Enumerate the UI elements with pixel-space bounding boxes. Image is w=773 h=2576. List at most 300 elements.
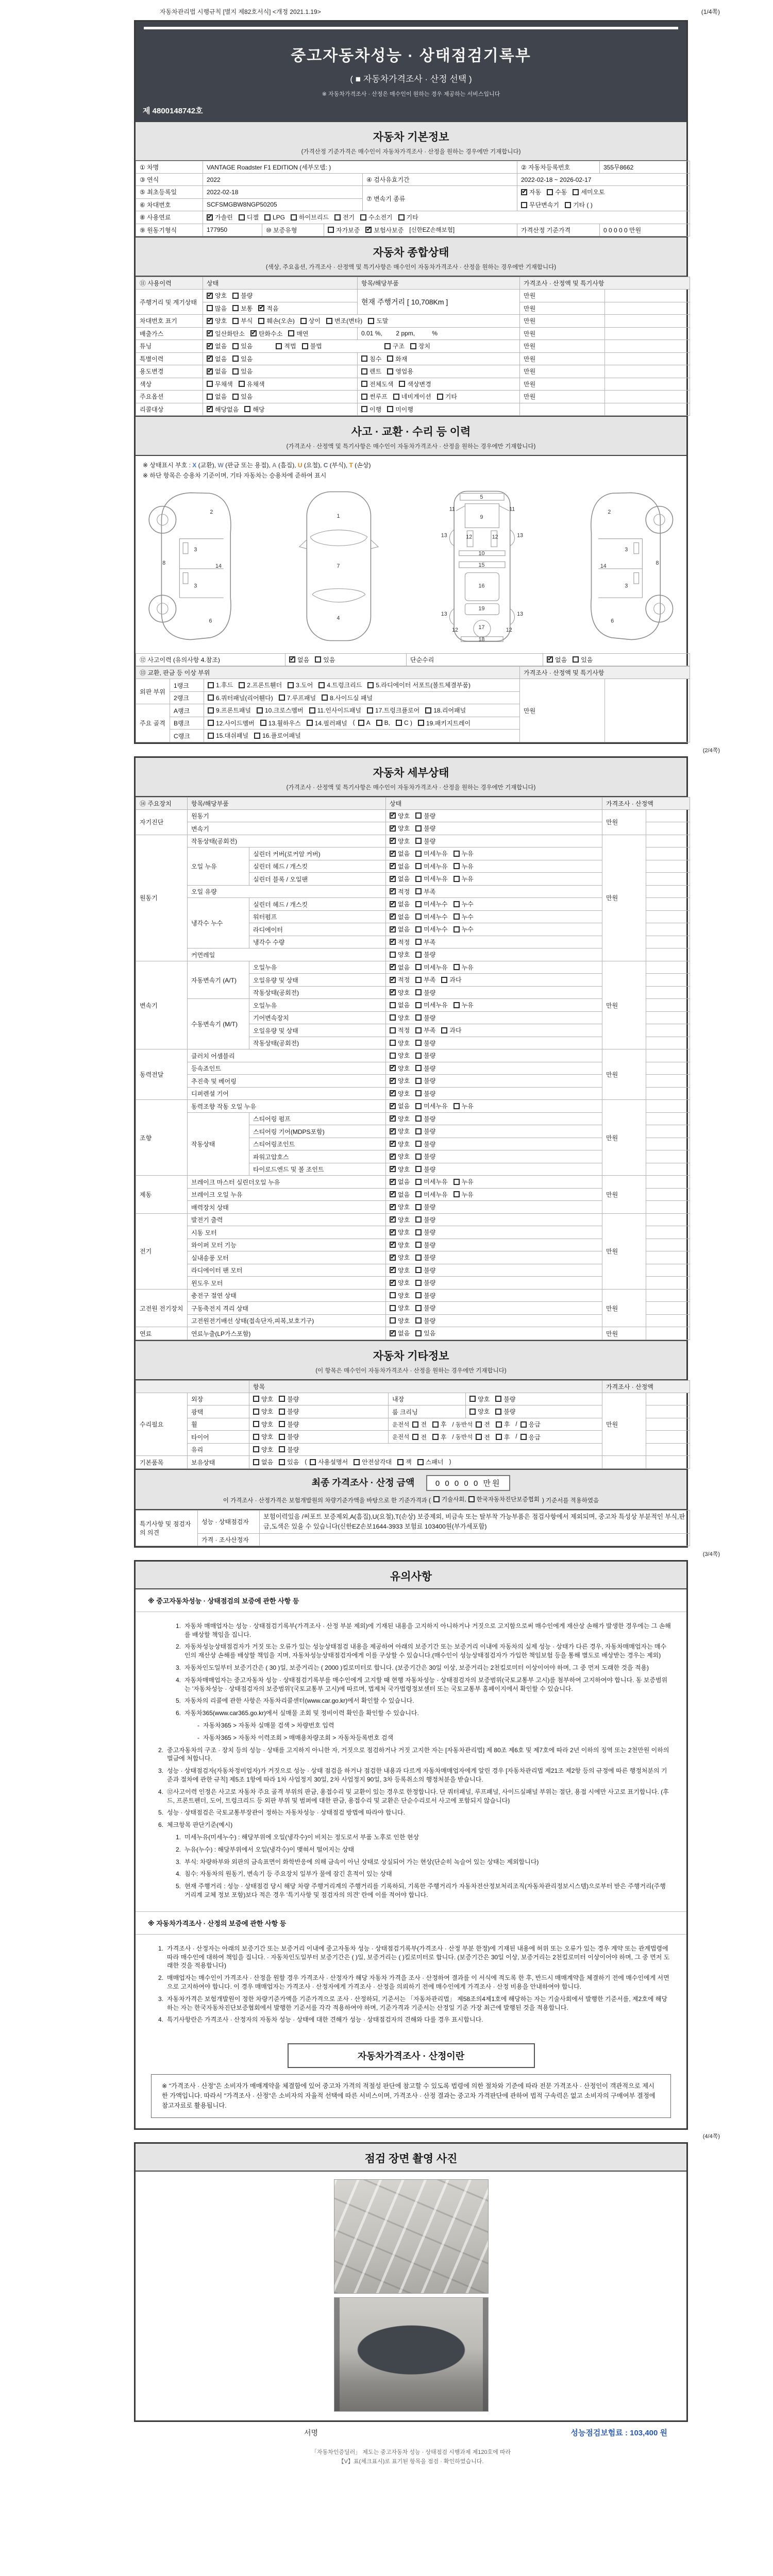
checkbox[interactable] [415,938,435,946]
checkbox[interactable] [390,1001,410,1009]
checkbox[interactable] [257,706,304,715]
checkbox[interactable] [417,1458,444,1466]
checkbox[interactable] [253,1458,273,1466]
checkbox-label: 15.대쉬패널 [216,732,249,740]
table-cell [646,1418,690,1431]
table-cell [646,1176,690,1189]
checkbox[interactable] [207,405,239,414]
checkbox[interactable] [253,1395,273,1403]
checkbox-label: 양호 [398,1165,410,1173]
checkbox[interactable] [432,1433,447,1442]
unchecked-box-icon [279,1446,285,1452]
table-cell: 오일 누유 [188,848,249,886]
checkbox[interactable] [250,329,282,338]
checkbox[interactable] [415,874,447,883]
checkbox-label: B, [384,719,390,727]
checkbox[interactable] [207,354,227,363]
checkbox[interactable] [415,1303,435,1312]
table-cell: 만원 [602,1213,646,1289]
checkbox[interactable] [520,1420,541,1429]
checkbox[interactable] [326,316,362,325]
checkbox[interactable] [390,1051,410,1060]
checkbox[interactable] [476,1433,490,1442]
checkbox[interactable] [453,1101,474,1110]
checkbox[interactable] [307,719,347,727]
checkbox[interactable] [415,1039,435,1047]
checkbox[interactable] [390,1241,410,1249]
checkbox[interactable] [376,719,390,726]
checkbox[interactable] [390,900,410,908]
checkbox[interactable] [239,681,282,689]
checkbox[interactable] [361,392,388,401]
checkbox[interactable] [418,719,470,727]
checkbox[interactable] [367,681,470,689]
checkbox[interactable] [453,1190,474,1199]
checkbox[interactable] [415,1114,435,1123]
checkbox[interactable] [453,874,474,883]
notice-item [151,1767,671,1784]
checkbox[interactable] [495,1395,515,1403]
checkbox[interactable] [310,1458,348,1466]
checkbox[interactable] [415,1241,435,1249]
checkbox-label: 없음 [398,1002,410,1009]
checkbox[interactable] [279,1395,299,1403]
checkbox-label: 없음 [398,963,410,971]
checkbox[interactable] [390,862,410,871]
checkbox-label: 무단변속기 [529,201,559,209]
checkbox[interactable] [415,963,447,972]
checkbox[interactable] [390,1114,410,1123]
unchecked-box-icon [415,1330,422,1336]
checkbox[interactable] [208,719,255,727]
checkbox[interactable] [390,963,410,972]
checkbox[interactable] [415,1127,435,1136]
checkbox[interactable] [315,655,335,664]
checkbox[interactable] [288,329,308,338]
unchecked-box-icon [415,888,422,894]
unchecked-box-icon [398,214,405,221]
unchecked-box-icon [354,1459,360,1465]
checkbox[interactable] [390,1127,410,1136]
unchecked-box-icon [410,343,416,349]
checkbox[interactable] [387,354,407,363]
checkbox[interactable] [396,719,412,726]
checkbox-label: 양호 [261,1446,274,1453]
checkbox[interactable] [573,188,604,196]
checkbox[interactable] [264,214,285,221]
checkbox-group [289,655,341,664]
checkbox[interactable] [279,1420,299,1429]
checkbox[interactable] [291,213,329,222]
checkbox[interactable] [279,1445,299,1454]
checkbox[interactable] [279,693,316,702]
checkbox[interactable] [496,1433,510,1442]
checkbox[interactable] [453,963,474,972]
checkbox[interactable] [415,1026,435,1035]
checkbox[interactable] [415,1165,435,1174]
table-cell [204,704,520,717]
table-cell [646,1302,690,1315]
table-cell [203,340,520,353]
checkbox[interactable] [390,1278,410,1287]
checkbox[interactable] [207,291,227,300]
checkbox[interactable] [547,655,567,664]
checkbox-label: 보통 [241,304,253,312]
checkbox[interactable] [410,342,430,350]
checkbox[interactable] [495,1407,515,1416]
checkbox[interactable] [232,304,253,313]
checked-box-icon [390,926,396,933]
checkbox[interactable] [415,1215,435,1224]
value-base-price: 0 0 0 0 0 만원 [600,224,690,236]
notice-item [151,1870,671,1878]
section-subtitle: (가격산정 기준가격은 매수인이 자동차가격조사 · 산정을 원하는 경우에만 기재합니다) [301,149,521,155]
checkbox-label: 불량 [424,1317,436,1325]
checkbox[interactable] [207,342,227,350]
checkbox[interactable] [415,811,435,820]
checkbox[interactable] [207,380,233,388]
checkbox[interactable] [390,1064,410,1073]
signature-label: 서명 [304,2428,318,2437]
table-cell [646,1251,690,1264]
checkbox[interactable] [415,1101,447,1110]
checkbox[interactable] [232,291,253,300]
checkbox[interactable] [415,1202,435,1211]
checkbox[interactable] [415,950,435,959]
notice-title: 유의사항 [390,1570,432,1583]
checkbox[interactable] [521,188,541,196]
checkbox[interactable] [258,304,278,313]
checkbox[interactable] [453,862,474,871]
checkbox[interactable] [390,824,410,833]
table-cell: 타이로드엔드 및 볼 조인트 [249,1163,386,1176]
checkbox[interactable] [253,1445,273,1454]
checkbox[interactable] [415,988,435,997]
checkbox[interactable] [309,706,361,715]
checkbox[interactable] [415,1152,435,1161]
checkbox[interactable] [387,367,413,376]
checkbox[interactable] [415,1253,435,1262]
checkbox[interactable] [521,200,559,209]
checkbox[interactable] [469,1407,490,1416]
table-cell [386,898,602,911]
checkbox[interactable] [415,1140,435,1148]
checkbox[interactable] [415,925,447,934]
checkbox[interactable] [361,367,381,376]
checkbox[interactable] [390,1202,410,1211]
checkbox[interactable] [412,1433,427,1442]
checkbox[interactable] [390,975,410,984]
checkbox-label: 상이 [308,317,321,325]
checkbox[interactable] [288,681,313,689]
checkbox[interactable] [260,719,301,727]
checkbox[interactable] [390,1140,410,1148]
checkbox[interactable] [393,392,431,401]
checkbox[interactable] [360,213,392,222]
checkbox[interactable] [390,811,410,820]
label-simple-repair: 단순수리 [407,653,543,666]
checkbox[interactable] [415,1316,435,1325]
unchecked-box-icon [476,1434,482,1440]
checkbox[interactable] [365,226,404,234]
checkbox[interactable] [390,1303,410,1312]
checkbox[interactable] [328,226,360,234]
checkbox-label: 화재 [395,355,408,363]
label-price-assessor: 가격 · 조사산정자 [198,1533,260,1546]
notice-item-number: 3. [158,1995,163,2003]
checkbox[interactable] [415,824,435,833]
checkbox[interactable] [390,1089,410,1098]
checkbox[interactable] [207,304,227,313]
checkbox[interactable] [207,367,227,376]
checkbox[interactable] [279,1432,299,1441]
checkbox[interactable] [207,329,245,338]
checkbox[interactable] [453,912,474,921]
unchecked-box-icon [232,394,239,400]
checkbox[interactable] [387,405,413,414]
unchecked-box-icon [415,1166,422,1172]
warranty-options [324,224,517,236]
checkbox[interactable] [397,1458,412,1466]
checkbox-label: 불량 [424,1241,436,1249]
checkbox[interactable] [441,975,461,984]
checkbox-label: 매연 [296,330,309,337]
checkbox-label: 양호 [398,1229,410,1236]
checkbox[interactable] [390,1291,410,1300]
checkbox[interactable] [547,188,567,196]
checkbox[interactable] [390,1076,410,1085]
checkbox[interactable] [258,316,294,325]
table-cell [204,730,520,742]
checkbox[interactable] [415,1064,435,1073]
table-cell: 라디에이터 팬 모터 [188,1264,386,1277]
checkbox[interactable] [367,706,419,715]
checkbox-group [390,862,479,871]
checkbox[interactable] [453,925,474,934]
checkbox[interactable] [390,837,410,845]
table-cell [646,835,690,848]
checkbox[interactable] [390,925,410,934]
checkbox-label: 미세누수 [424,913,448,921]
checkbox[interactable] [207,392,227,401]
checkbox[interactable] [398,213,418,222]
checkbox[interactable] [390,1215,410,1224]
checkbox[interactable] [415,1076,435,1085]
checkbox[interactable] [279,1458,299,1466]
unchecked-box-icon [415,1078,422,1084]
checkbox[interactable] [276,342,296,350]
table-cell [386,999,602,1012]
checkbox[interactable] [390,874,410,883]
checkbox[interactable] [390,887,410,896]
unchecked-box-icon [415,1154,422,1160]
table-cell [203,391,358,403]
table-cell: 디퍼렌셜 기어 [188,1087,386,1100]
checkbox[interactable] [415,1089,435,1098]
checkbox[interactable] [207,316,227,325]
unchecked-box-icon [415,1242,422,1248]
table-cell: 오일유량 및 상태 [249,1024,386,1037]
checkbox[interactable] [390,1039,410,1047]
checkbox[interactable] [453,1001,474,1009]
checkbox[interactable] [453,900,474,908]
checkbox[interactable] [453,1177,474,1186]
checkbox[interactable] [361,380,393,388]
checkbox-group [390,1291,441,1300]
checkbox-group [390,1215,441,1224]
checkbox[interactable] [468,1495,540,1503]
checkbox[interactable] [232,342,253,350]
checkbox[interactable] [289,655,309,664]
checkbox[interactable] [425,706,466,715]
checkbox[interactable] [415,1001,447,1009]
checkbox[interactable] [573,655,593,664]
checkbox[interactable] [390,1190,410,1199]
checkbox[interactable] [390,1177,410,1186]
checkbox-group [390,950,441,959]
checkbox[interactable] [565,200,593,209]
checkbox[interactable] [208,706,251,715]
table-cell [386,822,602,835]
table-cell [386,1213,602,1226]
checkbox[interactable] [239,213,259,222]
checkbox[interactable] [415,1228,435,1236]
checkbox[interactable] [520,1433,541,1442]
checked-box-icon [207,406,213,412]
checkbox[interactable] [208,731,248,740]
checkbox[interactable] [415,900,447,908]
checked-box-icon [390,1154,396,1160]
checkbox[interactable] [496,1420,510,1429]
checkbox-label: 누유 [461,862,474,870]
checkbox-label: 가솔린 [215,214,233,221]
checkbox[interactable] [415,1278,435,1287]
checkbox[interactable] [415,1051,435,1060]
table-cell [605,340,690,353]
notice-item-number: 6. [158,1821,163,1829]
unchecked-box-icon [208,707,214,714]
checkbox[interactable] [412,1420,427,1429]
checkbox-label: 후 [440,1421,447,1429]
checkbox[interactable] [390,1253,410,1262]
checkbox[interactable] [399,380,431,388]
checkbox[interactable] [390,950,410,959]
unchecked-box-icon [453,926,460,933]
checkbox[interactable] [415,1291,435,1300]
checkbox[interactable] [415,1329,435,1337]
checkbox[interactable] [390,1152,410,1161]
checkbox[interactable] [390,1316,410,1325]
checkbox[interactable] [207,213,233,222]
notice-item-number: 5. [158,1809,163,1817]
checkbox[interactable] [334,213,355,222]
checkbox[interactable] [469,1395,490,1403]
label-car-name: ① 차명 [136,161,203,174]
checkbox[interactable] [437,392,457,401]
table-cell [386,1062,602,1075]
status-code-desc: (손상) [352,462,371,469]
checkbox[interactable] [415,1177,447,1186]
checkbox[interactable] [415,975,435,984]
checked-box-icon [390,851,396,857]
checkbox[interactable] [244,405,264,414]
checkbox[interactable] [232,354,253,363]
checkbox[interactable] [390,1266,410,1275]
checkbox[interactable] [239,380,265,388]
checkbox[interactable] [358,719,371,726]
checkbox[interactable] [390,1165,410,1174]
checkbox-label: 4.트렁크리드 [327,682,362,689]
checkbox[interactable] [415,1190,447,1199]
checkbox[interactable] [322,693,373,702]
checkbox-label: 응급 [528,1421,541,1429]
checkbox[interactable] [300,316,321,325]
checkbox[interactable] [354,1458,392,1466]
checkbox[interactable] [453,849,474,858]
checkbox[interactable] [415,862,447,871]
checkbox[interactable] [368,316,388,325]
final-price-amount: 0 0 0 0 0 만원 [426,1475,511,1491]
checkbox-label: 불량 [424,1077,436,1085]
checkbox-label: 있음 [323,656,335,664]
checkbox[interactable] [384,342,405,350]
checkbox[interactable] [279,1407,299,1416]
checkbox[interactable] [232,392,253,401]
checkbox[interactable] [390,1228,410,1236]
checkbox[interactable] [318,681,362,689]
checkbox[interactable] [415,837,435,845]
checkbox[interactable] [390,988,410,997]
inline-label: / [515,1421,517,1428]
checkbox-group [390,1202,441,1211]
checkbox[interactable] [476,1420,490,1429]
checkbox-label: 적정 [398,1027,410,1035]
checkbox[interactable] [415,1013,435,1022]
checkbox[interactable] [415,1266,435,1275]
checkbox[interactable] [390,938,410,946]
checkbox-group [390,1190,479,1199]
checkbox[interactable] [433,1495,466,1503]
checkbox[interactable] [441,1026,461,1035]
checkbox[interactable] [208,681,233,689]
checkbox[interactable] [208,693,273,702]
notice-item-number: - [197,1722,199,1730]
checkbox[interactable] [361,405,381,414]
checkbox[interactable] [253,1432,273,1441]
checkbox[interactable] [253,1420,273,1429]
car-top-diagram [279,486,399,646]
checkbox[interactable] [390,1101,410,1110]
checkbox[interactable] [254,731,301,740]
checkbox[interactable] [415,849,447,858]
checkbox[interactable] [415,912,447,921]
checkbox[interactable] [232,367,253,376]
section-subtitle: (가격조사 · 산정액 및 특기사항은 매수인이 자동차가격조사 · 산정을 원하는 경우에만 기재합니다) [286,444,536,450]
checkbox[interactable] [253,1407,273,1416]
checkbox[interactable] [390,912,410,921]
checkbox[interactable] [432,1420,447,1429]
checkbox[interactable] [302,342,322,350]
checkbox[interactable] [415,887,435,896]
checkbox[interactable] [390,1329,410,1337]
checkbox[interactable] [390,1013,410,1022]
checkbox[interactable] [361,354,381,363]
checkbox[interactable] [232,316,253,325]
table-cell [386,1100,602,1113]
checkbox[interactable] [390,1026,410,1035]
checkbox[interactable] [390,849,410,858]
table-cell [389,1418,602,1431]
